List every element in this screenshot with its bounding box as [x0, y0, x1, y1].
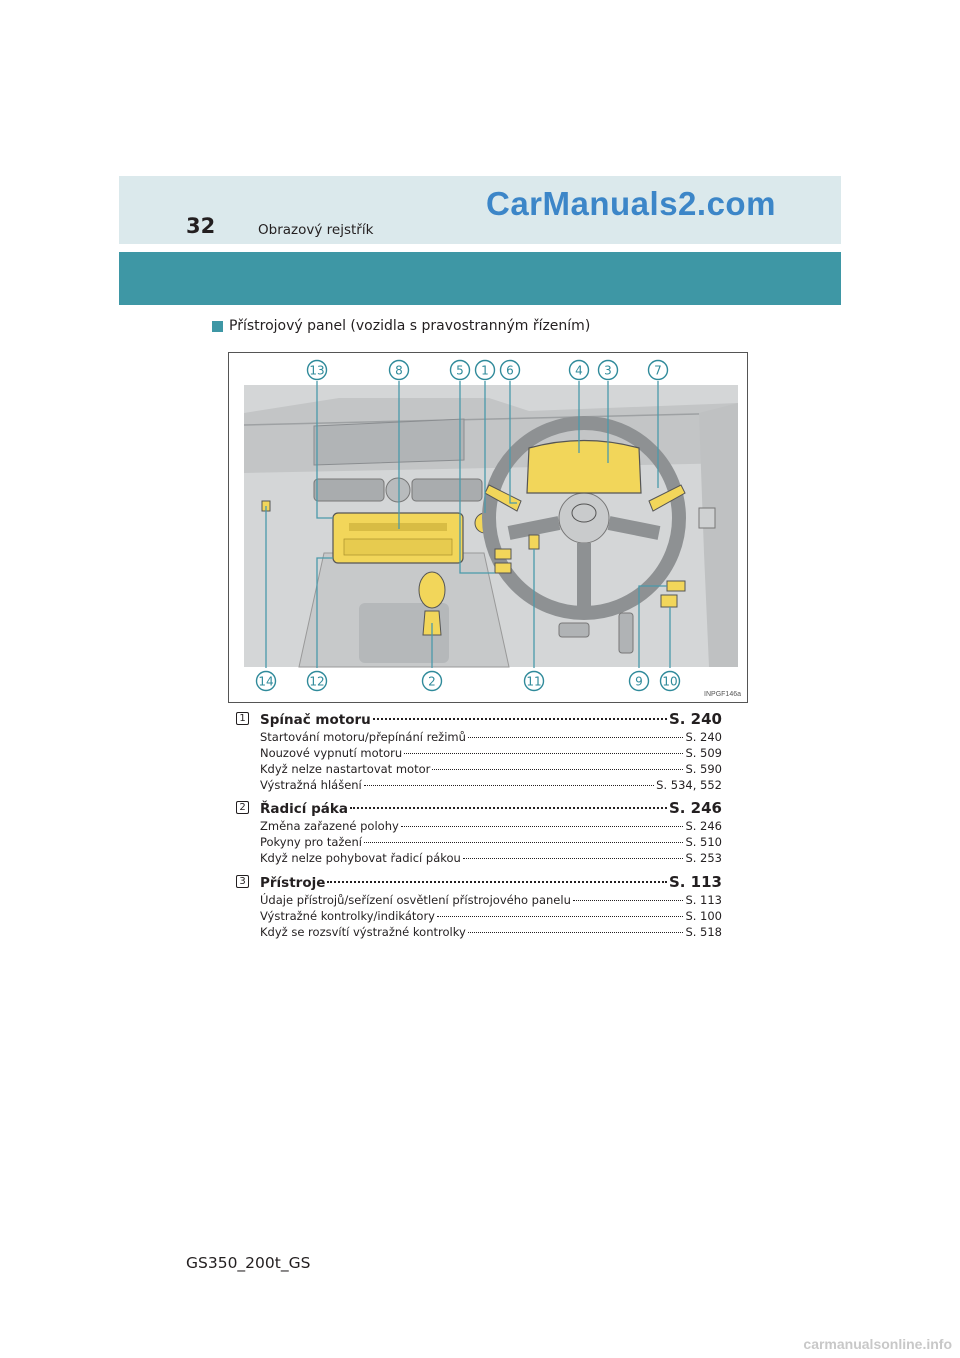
sub-entry-page: S. 509 [685, 746, 722, 760]
accelerator-pedal [619, 613, 633, 653]
subheading [212, 318, 590, 334]
entry-page: S. 246 [668, 799, 722, 817]
callout-number: 8 [395, 363, 403, 378]
entry-number-box: 2 [236, 801, 249, 814]
sub-entry[interactable] [260, 778, 722, 792]
entry-title: Řadicí páka [260, 801, 348, 817]
callout-number: 14 [258, 674, 274, 689]
entry-number-box: 1 [236, 712, 249, 725]
sub-entry-text: Údaje přístrojů/seřízení osvětlení přístrojového panelu [260, 893, 571, 907]
sub-entry[interactable] [260, 730, 722, 744]
callout-number: 12 [309, 674, 325, 689]
sub-entry-page: S. 510 [685, 835, 722, 849]
sub-entry[interactable] [260, 909, 722, 923]
sub-entry[interactable] [260, 819, 722, 833]
figure-code: INPGF146a [704, 691, 741, 698]
site-watermark[interactable]: carmanualsonline.info [803, 1336, 952, 1352]
sub-entry[interactable] [260, 762, 722, 776]
sub-entry-page: S. 246 [685, 819, 722, 833]
sub-entry-text: Změna zařazené polohy [260, 819, 399, 833]
steering-hub [559, 493, 609, 543]
sub-entry[interactable] [260, 746, 722, 760]
entry-number-box: 3 [236, 875, 249, 888]
callout-number: 6 [506, 363, 514, 378]
callout-number: 9 [635, 674, 643, 689]
brake-pedal [559, 623, 589, 637]
center-display [314, 419, 464, 465]
sub-entry-page: S. 113 [685, 893, 722, 907]
sub-entry[interactable] [260, 835, 722, 849]
switch-11 [529, 535, 539, 549]
sub-entry-text: Když nelze nastartovat motor [260, 762, 431, 776]
sub-entry-text: Pokyny pro tažení [260, 835, 362, 849]
callout-number: 4 [575, 363, 583, 378]
entry-page: S. 113 [668, 873, 722, 891]
callout-number: 5 [456, 363, 464, 378]
sub-entry[interactable] [260, 925, 722, 939]
sub-entry-page: S. 534, 552 [656, 778, 722, 792]
vent-left [314, 479, 384, 501]
entry-page: S. 240 [668, 710, 722, 728]
callout-number: 7 [654, 363, 662, 378]
switch-5b [495, 563, 511, 573]
entry-title-line[interactable] [260, 799, 722, 817]
callout-number: 1 [481, 363, 489, 378]
model-code-footer: GS350_200t_GS [186, 1254, 311, 1272]
clock [386, 478, 410, 502]
page-number: 32 [186, 214, 216, 238]
callouts-bottom [257, 672, 680, 691]
teal-title-bar [119, 252, 841, 305]
instrument-cluster [527, 441, 641, 494]
entry-title-line[interactable] [260, 873, 722, 891]
switch-10 [661, 595, 677, 607]
sub-entry-page: S. 518 [685, 925, 722, 939]
sub-entry-text: Nouzové vypnutí motoru [260, 746, 403, 760]
dashboard-drawing [229, 353, 747, 702]
climate-buttons [344, 539, 452, 555]
sub-entry[interactable] [260, 851, 722, 865]
entry-title: Přístroje [260, 875, 326, 891]
sub-entry-text: Výstražná hlášení [260, 778, 362, 792]
square-bullet-icon [212, 321, 223, 332]
sub-entry-page: S. 253 [685, 851, 722, 865]
sub-entry-text: Když se rozsvítí výstražné kontrolky [260, 925, 466, 939]
shift-lever-knob [419, 572, 445, 608]
callouts-top [308, 361, 668, 380]
callout-number: 11 [526, 674, 542, 689]
audio-slot [349, 523, 447, 531]
sub-entry[interactable] [260, 893, 722, 907]
watermark-logo[interactable]: CarManuals2.com [486, 185, 776, 222]
subheading-text: Přístrojový panel (vozidla s pravostranným řízením) [229, 318, 591, 334]
audio-climate-panel [333, 513, 463, 563]
vent-right [412, 479, 482, 501]
sub-entry-text: Když nelze pohybovat řadicí pákou [260, 851, 461, 865]
switch-5 [495, 549, 511, 559]
dashboard-illustration [228, 352, 748, 703]
sub-entry-page: S. 590 [685, 762, 722, 776]
mirror-switches [699, 508, 715, 528]
sub-entry-text: Výstražné kontrolky/indikátory [260, 909, 435, 923]
callout-number: 13 [309, 363, 325, 378]
sub-entry-page: S. 240 [685, 730, 722, 744]
callout-number: 3 [604, 363, 612, 378]
callout-number: 10 [662, 674, 678, 689]
sub-entry-page: S. 100 [685, 909, 722, 923]
switch-9 [667, 581, 685, 591]
entry-title: Spínač motoru [260, 712, 371, 728]
callout-number: 2 [428, 674, 436, 689]
sub-entry-text: Startování motoru/přepínání režimů [260, 730, 466, 744]
entry-title-line[interactable] [260, 710, 722, 728]
section-title: Obrazový rejstřík [258, 222, 374, 238]
